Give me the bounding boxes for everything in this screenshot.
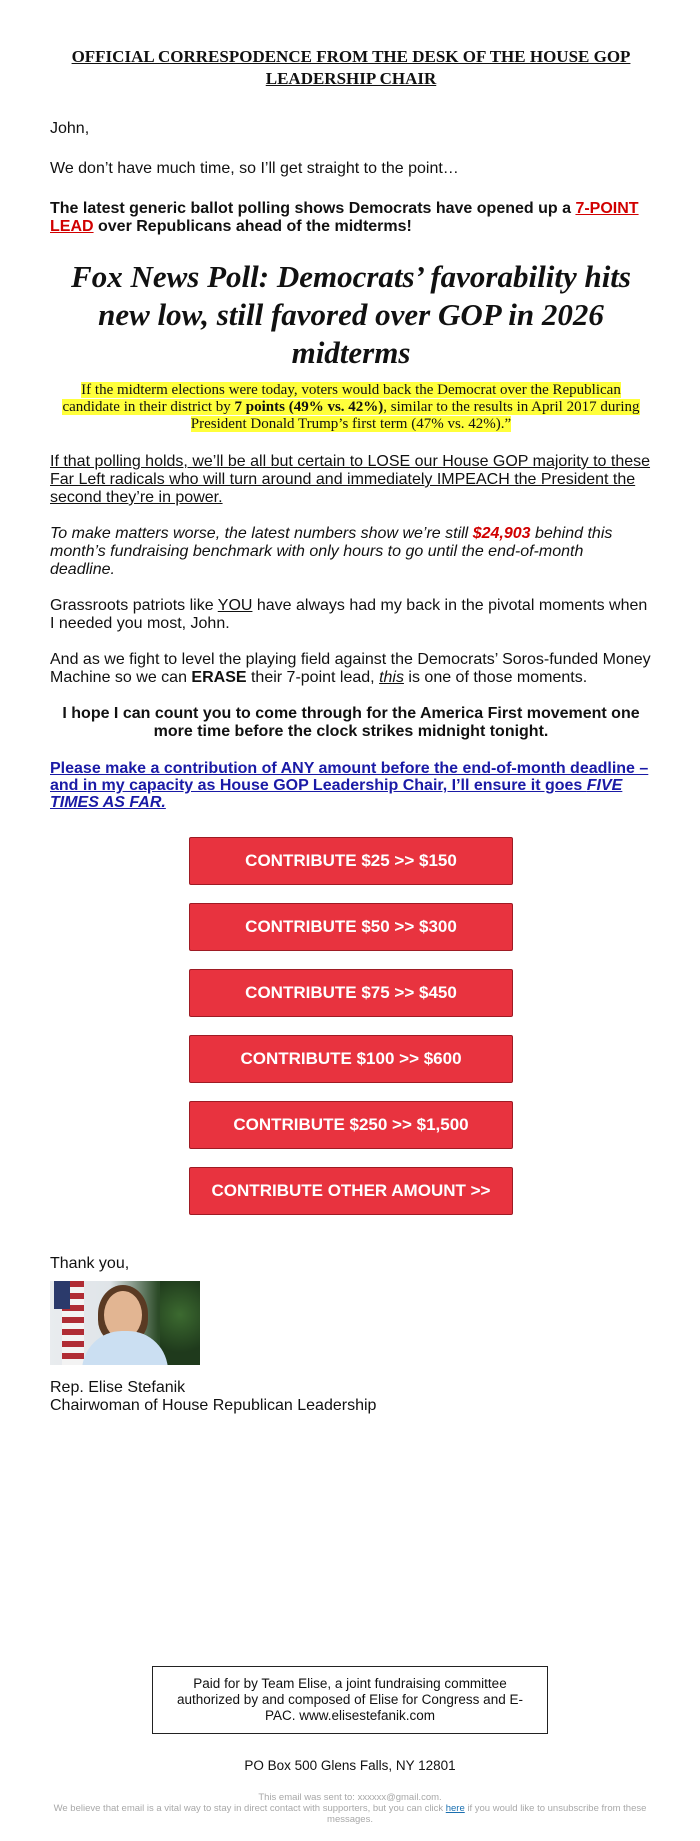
poll-lead-text: The latest generic ballot polling shows Democrats have opened up a — [50, 200, 576, 217]
flag-canton-graphic — [54, 1281, 70, 1309]
contribute-other-button[interactable]: CONTRIBUTE OTHER AMOUNT >> — [189, 1167, 513, 1215]
this-emphasis: this — [379, 669, 404, 686]
contribute-75-button[interactable]: CONTRIBUTE $75 >> $450 — [189, 969, 513, 1017]
fight-text-end: is one of those moments. — [403, 669, 588, 686]
fundraising-text-end: behind this month’s fundraising benchmark with only hours to go until the end-of-month deadline. — [50, 525, 613, 578]
poll-quote-figure: 7 points (49% vs. 42%) — [234, 399, 384, 415]
fight-text-middle: their 7-point lead, — [246, 669, 380, 686]
shortfall-amount: $24,903 — [472, 525, 531, 542]
unsubscribe-line — [40, 1803, 660, 1825]
thank-you: Thank you, — [50, 1255, 130, 1272]
erase-emphasis: ERASE — [191, 669, 247, 686]
email-footer — [40, 1792, 660, 1825]
shrub-graphic — [160, 1281, 200, 1365]
shirt-graphic — [82, 1331, 168, 1365]
signer-name: Rep. Elise Stefanik — [50, 1379, 186, 1396]
unsubscribe-link[interactable]: here — [445, 1803, 465, 1814]
contribute-250-button[interactable]: CONTRIBUTE $250 >> $1,500 — [189, 1101, 513, 1149]
poll-quote — [50, 382, 652, 433]
sent-to-line: This email was sent to: xxxxxx@gmail.com. — [258, 1792, 442, 1803]
poll-quote-end: , similar to the results in April 2017 during President Donald Trump’s first term (47% vs. 42%).” — [190, 399, 640, 432]
contribute-100-button[interactable]: CONTRIBUTE $100 >> $600 — [189, 1035, 513, 1083]
mailing-address: PO Box 500 Glens Falls, NY 12801 — [244, 1758, 456, 1773]
greeting: John, — [50, 120, 90, 137]
signer-photo — [50, 1281, 200, 1365]
fight-text: And as we fight to level the playing field against the Democrats’ Soros-funded Money Machine so we can — [50, 651, 651, 686]
contribution-cta-link[interactable] — [50, 760, 652, 811]
letterhead-title: OFFICIAL CORRESPODENCE FROM THE DESK OF THE HOUSE GOP LEADERSHIP CHAIR — [71, 47, 631, 88]
fight-paragraph — [50, 651, 652, 687]
majority-warning-paragraph: If that polling holds, we’ll be all but certain to LOSE our House GOP majority to these Far Left radicals who will turn around and immediately IMPEACH the President the second they’re in power. — [50, 453, 651, 506]
you-emphasis: YOU — [217, 597, 253, 614]
cta-link-emphasis: FIVE TIMES AS FAR. — [50, 777, 623, 811]
fundraising-text: To make matters worse, the latest numbers show we’re still — [50, 525, 473, 542]
contribute-50-button[interactable]: CONTRIBUTE $50 >> $300 — [189, 903, 513, 951]
contribute-25-button[interactable]: CONTRIBUTE $25 >> $150 — [189, 837, 513, 885]
cta-link-text: Please make a contribution of ANY amount before the end-of-month deadline – and in my capacity as House GOP Leadership Chair, I’ll ensure it goes — [50, 760, 649, 794]
intro-paragraph: We don’t have much time, so I’ll get straight to the point… — [50, 160, 459, 177]
grassroots-text: Grassroots patriots like — [50, 597, 218, 614]
unsubscribe-text: We believe that email is a vital way to stay in direct contact with supporters, but you can click — [53, 1803, 446, 1814]
grassroots-paragraph — [50, 597, 652, 633]
fundraising-paragraph — [50, 525, 652, 579]
news-headline: Fox News Poll: Democrats’ favorability hits new low, still favored over GOP in 2026 midterms — [71, 259, 631, 370]
paid-for-disclaimer: Paid for by Team Elise, a joint fundraising committee authorized by and composed of Elise for Congress and E-PAC. www.elisestefanik.com — [152, 1666, 548, 1734]
unsubscribe-text-end: if you would like to unsubscribe from these messages. — [327, 1803, 647, 1825]
poll-lead-paragraph — [50, 200, 652, 236]
contribution-buttons — [50, 837, 652, 1233]
signer-title: Chairwoman of House Republican Leadership — [50, 1397, 377, 1414]
poll-quote-start: If the midterm elections were today, voters would back the Democrat over the Republican candidate in their district by — [62, 382, 621, 415]
poll-lead-text-end: over Republicans ahead of the midterms! — [93, 218, 412, 235]
poll-quote-text — [62, 382, 639, 432]
seven-point-lead-link[interactable]: 7-POINT LEAD — [50, 200, 639, 235]
grassroots-text-end: have always had my back in the pivotal moments when I needed you most, John. — [50, 597, 648, 632]
hope-paragraph: I hope I can count you to come through for the America First movement one more time before the clock strikes midnight tonight. — [62, 705, 640, 740]
email-body — [50, 46, 652, 1415]
